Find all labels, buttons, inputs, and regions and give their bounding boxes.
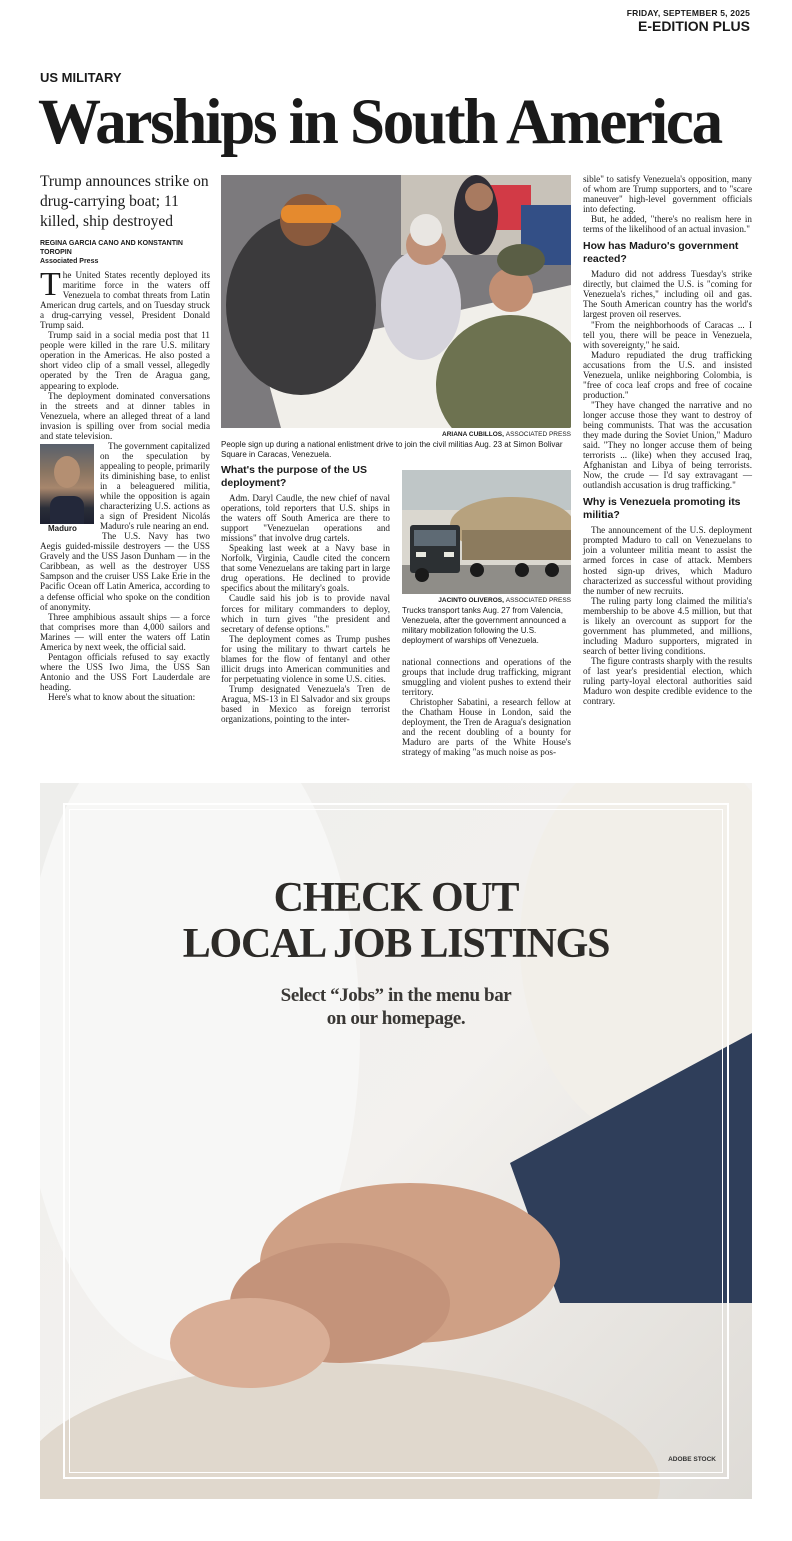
column-3 [402, 657, 571, 757]
paragraph: Trump said in a social media post that 11 people were killed in the rare U.S. military operation in the Americas. He also posted a short video clip of a small vessel, allegedly operated by the Tren de Aragua gang, appearing to explode. [40, 330, 210, 391]
paragraph: Three amphibious assault ships — a force that comprises more than 4,000 sailors and Marines — will enter the waters off Latin America by next week, the official said. [40, 611, 210, 652]
paragraph: Caudle said his job is to provide naval forces for military commanders to deploy, which in turn gives "the president and secretary of defense options." [221, 593, 390, 634]
paragraph: "They have changed the narrative and no longer accuse those they want to destroy of being communists. That was the accusation they made during the Soviet Union," Maduro said. "They no longer accuse them of being terrorists ... (like) when they accused Iraq, Afghanistan and Libya of being terrorists. Now, the crude — I'd say extravagant — outlandish accusation is drug trafficking." [583, 399, 752, 491]
paragraph: The deployment dominated conversations in the streets and at dinner tables in Venezuela, where an alleged threat of a land invasion is spilling over from social media and state television. [40, 390, 210, 441]
byline-authors: REGINA GARCIA CANO AND KONSTANTIN TOROPIN [40, 240, 183, 256]
enlistment-photo-image [221, 175, 571, 428]
ad-sub-line1: Select “Jobs” in the menu bar [280, 985, 512, 1006]
paragraph: Maduro repudiated the drug trafficking accusations from the U.S. and insisted Venezuela, unlike neighboring Colombia, is "free of coca leaf crops and free of cocaine production." [583, 349, 752, 400]
paragraph: The ruling party long claimed the militia's membership to be above 4.5 million, but that is likely an overcount as support for the government has plummeted, and millions, including Maduro supporters, migrated in search of better living conditions. [583, 595, 752, 656]
ad-title-line1: CHECK OUT [273, 875, 519, 921]
subhead-militia: Why is Venezuela promoting its militia? [583, 496, 741, 521]
paragraph: sible" to satisfy Venezuela's opposition, many of whom are Trump supporters, and to "scare maneuver" high-level government officials into defecting. [583, 174, 752, 215]
job-listings-ad[interactable] [40, 783, 752, 1499]
paragraph: Trump designated Venezuela's Tren de Aragua, MS-13 in El Salvador and six groups based in Mexico as foreign terrorist organizations, pointing to the inter- [221, 683, 390, 725]
paragraph: The announcement of the U.S. deployment prompted Maduro to call on Venezuelans to join a volunteer militia meant to assist the armed forces in case of attack. Members hosted sign-up drives, which Maduro characterized as successful without providing the number of new recruits. [583, 525, 752, 596]
paragraph: The U.S. Navy has two Aegis guided-missile destroyers — the USS Gravely and the USS Jason Dunham — in the Caribbean, as well as the destroyer USS Sampson and the cruiser USS Lake Erie in the Pacific Ocean off Latin America, according to a defense official who spoke on the condition of anonymity. [40, 531, 210, 612]
photo1-credit: ARIANA CUBILLOS, ASSOCIATED PRESS [442, 431, 571, 438]
ad-title-line2: LOCAL JOB LISTINGS [182, 921, 610, 967]
subhead-purpose: What's the purpose of the US deployment? [221, 464, 368, 489]
paragraph: Pentagon officials refused to say exactly where the USS Iwo Jima, the USS San Antonio and the USS Fort Lauderdale are heading. [40, 651, 210, 692]
drop-cap: T [40, 266, 61, 303]
paragraph: Here's what to know about the situation: [48, 691, 196, 702]
byline [40, 239, 215, 266]
column-4 [583, 174, 752, 706]
column-2 [221, 464, 390, 724]
maduro-label: Maduro [48, 523, 77, 533]
ad-sub-line2: on our homepage. [326, 1008, 466, 1029]
paragraph: The deployment comes as Trump pushes for using the military to thwart cartels he blames for the flow of fentanyl and other illicit drugs into American communities and for perpetuating violence in some U.S. cities. [221, 633, 390, 684]
paragraph: Maduro The government capitalized on the speculation by appealing to people, primarily its diminishing base, to enlist in a beleaguered militia, while the opposition is again characterizing U.S. actions as a sign of President Nicolás Maduro's rule nearing an end. [40, 441, 210, 531]
edition-label: E-EDITION PLUS [637, 18, 750, 34]
section-kicker: US MILITARY [40, 70, 122, 85]
paragraph: The figure contrasts sharply with the results of last year's presidential election, which ruling party-loyal electoral authorities said Maduro won despite credible evidence to the contrary. [583, 655, 752, 707]
trucks-photo [402, 470, 571, 594]
paragraph: "From the neighborhoods of Caracas ... I tell you, there will be peace in Venezuela, with sovereignty," he said. [583, 319, 752, 350]
paragraph: Adm. Daryl Caudle, the new chief of naval operations, told reporters that U.S. ships in the waters off South America are there to support "Venezuelan operations and missions" that involve drug cartels. [221, 493, 390, 544]
maduro-photo [40, 444, 94, 524]
paragraph: national connections and operations of the groups that include drug trafficking, migrant smuggling and violent pushes to extend their territory. [402, 657, 571, 698]
ad-photo-credit: ADOBE STOCK [668, 1456, 716, 1463]
column-1 [40, 266, 210, 702]
headline: Warships in South America [38, 86, 721, 158]
lead-paragraph: The United States recently deployed its maritime force in the waters off Venezuela to combat threats from Latin American drug cartels, and on Tuesday struck a drug-carrying vessel, President Donald Trump said. [40, 266, 210, 331]
paragraph: But, he added, "there's no realism here in terms of the likelihood of an actual invasion." [583, 214, 752, 235]
photo2-credit: JACINTO OLIVEROS, ASSOCIATED PRESS [438, 597, 571, 604]
paragraph: Maduro did not address Tuesday's strike directly, but claimed the U.S. is "coming for Venezuela's riches," including oil and gas. The South American country has the world's largest proven oil reserves. [583, 269, 752, 320]
edition-date: FRIDAY, SEPTEMBER 5, 2025 [626, 8, 750, 18]
enlistment-photo [221, 175, 571, 428]
photo2-caption: Trucks transport tanks Aug. 27 from Valencia, Venezuela, after the government announced a military mobilization following the U.S. deployment of warships off Venezuela. [402, 606, 567, 645]
deck: Trump announces strike on drug-carrying boat; 11 killed, ship destroyed [40, 173, 209, 230]
paragraph: Christopher Sabatini, a research fellow at the Chatham House in London, said the deployment, the Tren de Aragua's designation and the recent doubling of a bounty for Maduro are parts of the White House's strategy of making "as much noise as pos- [402, 697, 571, 758]
paragraph: Speaking last week at a Navy base in Norfolk, Virginia, Caudle cited the concern that some Venezuelans are taking part in large drug operations. He declined to provide specifics about the military's goals. [221, 543, 390, 594]
trucks-photo-image [402, 470, 571, 594]
photo1-caption: People sign up during a national enlistment drive to join the civil militias Aug. 23 at Simon Bolivar Square in Caracas, Venezuela. [221, 440, 563, 459]
subhead-reaction: How has Maduro's government reacted? [583, 240, 739, 265]
byline-org: Associated Press [40, 258, 99, 265]
